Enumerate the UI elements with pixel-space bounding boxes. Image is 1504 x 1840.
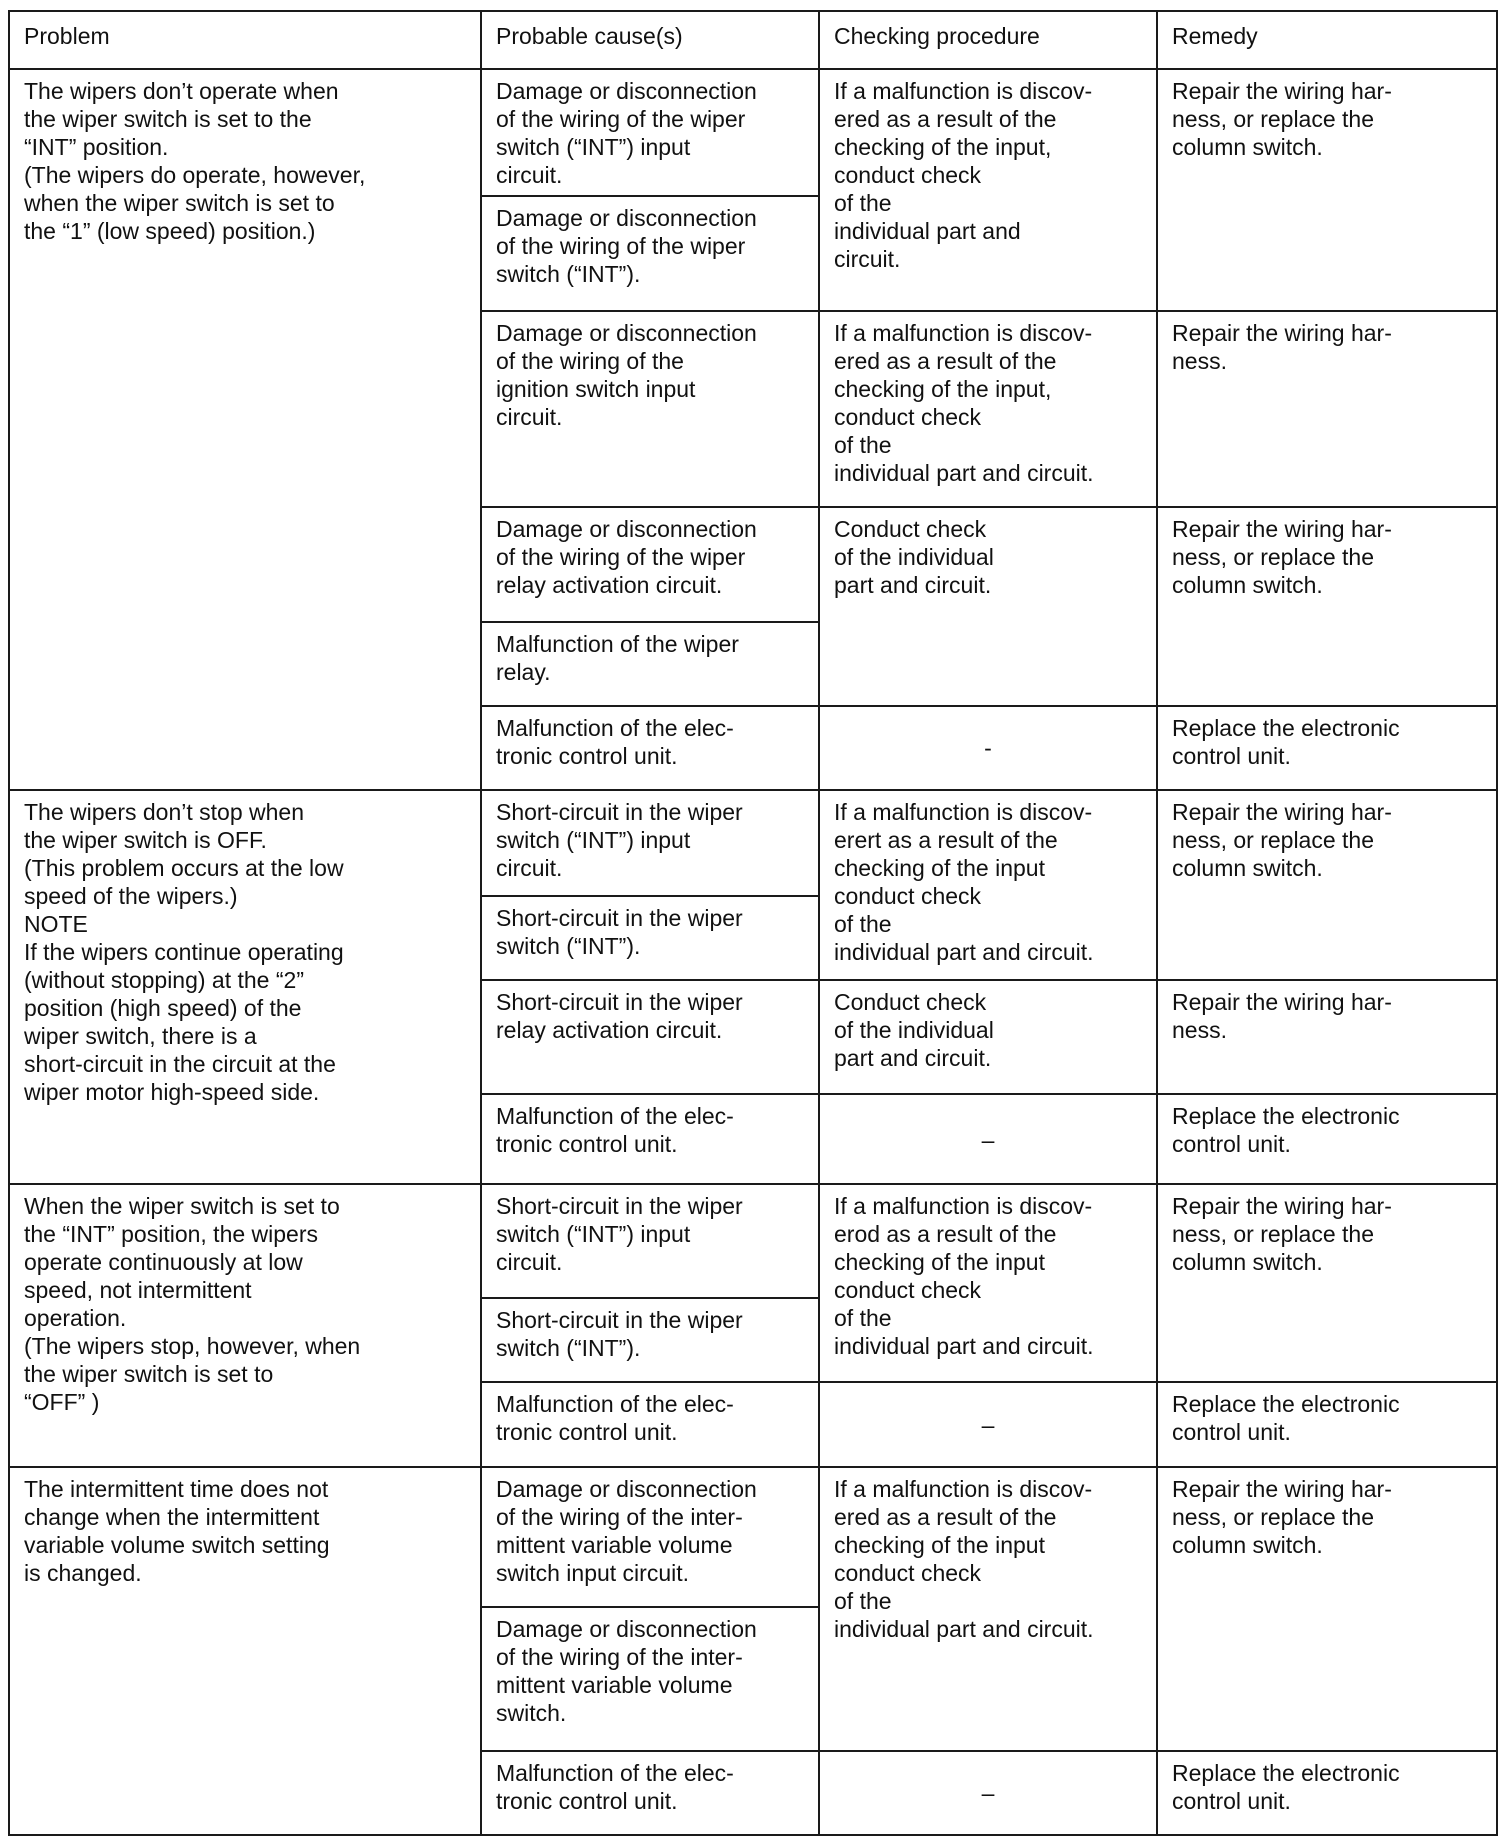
checking-cell: – xyxy=(819,1094,1157,1184)
checking-cell: Conduct check of the individual part and circuit. xyxy=(819,980,1157,1094)
cause-cell: Damage or disconnection of the wiring of the ignition switch input circuit. xyxy=(481,311,819,507)
table-row xyxy=(9,69,1497,196)
problem-cell: The wipers don’t operate when the wiper switch is set to the “INT” position. (The wipers do operate, however, when the wiper switch is set to the “1” (low speed) position.) xyxy=(9,69,481,790)
checking-cell: If a malfunction is discov- erert as a result of the checking of the input conduct check of the individual part and circuit. xyxy=(819,790,1157,980)
cause-cell: Short-circuit in the wiper switch (“INT”) input circuit. xyxy=(481,1184,819,1298)
cause-cell: Short-circuit in the wiper switch (“INT”). xyxy=(481,896,819,980)
remedy-cell: Repair the wiring har- ness, or replace the column switch. xyxy=(1157,1467,1497,1751)
checking-cell: If a malfunction is discov- erod as a result of the checking of the input conduct check of the individual part and circuit. xyxy=(819,1184,1157,1382)
cause-cell: Malfunction of the elec- tronic control unit. xyxy=(481,1094,819,1184)
cause-cell: Malfunction of the wiper relay. xyxy=(481,622,819,706)
checking-cell: If a malfunction is discov- ered as a result of the checking of the input conduct check of the individual part and circuit. xyxy=(819,1467,1157,1751)
cause-cell: Short-circuit in the wiper switch (“INT”) input circuit. xyxy=(481,790,819,896)
problem-cell: When the wiper switch is set to the “INT” position, the wipers operate continuously at low speed, not intermittent operation. (The wipers stop, however, when the wiper switch is set to “OFF” ) xyxy=(9,1184,481,1466)
remedy-cell: Repair the wiring har- ness, or replace the column switch. xyxy=(1157,507,1497,705)
remedy-cell: Repair the wiring har- ness, or replace the column switch. xyxy=(1157,1184,1497,1382)
checking-cell: – xyxy=(819,1751,1157,1835)
cause-cell: Short-circuit in the wiper switch (“INT”). xyxy=(481,1298,819,1382)
remedy-cell: Replace the electronic control unit. xyxy=(1157,1094,1497,1184)
checking-cell: If a malfunction is discov- ered as a result of the checking of the input, conduct check of the individual part and circuit. xyxy=(819,69,1157,311)
cause-cell: Damage or disconnection of the wiring of the wiper switch (“INT”). xyxy=(481,196,819,311)
remedy-cell: Repair the wiring har- ness, or replace the column switch. xyxy=(1157,790,1497,980)
cause-cell: Damage or disconnection of the wiring of the wiper relay activation circuit. xyxy=(481,507,819,621)
cause-cell: Malfunction of the elec- tronic control unit. xyxy=(481,1751,819,1835)
remedy-cell: Repair the wiring har- ness. xyxy=(1157,311,1497,507)
header-problem: Problem xyxy=(9,11,481,69)
table-row xyxy=(9,1467,1497,1607)
checking-cell: Conduct check of the individual part and circuit. xyxy=(819,507,1157,705)
problem-cell: The wipers don’t stop when the wiper switch is OFF. (This problem occurs at the low speed of the wipers.) NOTE If the wipers continue operating (without stopping) at the “2” position (high speed) of the wiper switch, there is a short-circuit in the circuit at the wiper motor high-speed side. xyxy=(9,790,481,1184)
header-probable-cause: Probable cause(s) xyxy=(481,11,819,69)
cause-cell: Damage or disconnection of the wiring of the inter- mittent variable volume switch. xyxy=(481,1607,819,1751)
table-row xyxy=(9,1184,1497,1298)
troubleshooting-table xyxy=(8,10,1498,1836)
checking-cell: - xyxy=(819,706,1157,790)
header-checking-procedure: Checking procedure xyxy=(819,11,1157,69)
header-row xyxy=(9,11,1497,69)
remedy-cell: Replace the electronic control unit. xyxy=(1157,1382,1497,1466)
cause-cell: Malfunction of the elec- tronic control unit. xyxy=(481,706,819,790)
cause-cell: Short-circuit in the wiper relay activation circuit. xyxy=(481,980,819,1094)
remedy-cell: Repair the wiring har- ness, or replace the column switch. xyxy=(1157,69,1497,311)
cause-cell: Damage or disconnection of the wiring of the wiper switch (“INT”) input circuit. xyxy=(481,69,819,196)
remedy-cell: Repair the wiring har- ness. xyxy=(1157,980,1497,1094)
cause-cell: Damage or disconnection of the wiring of the inter- mittent variable volume switch input circuit. xyxy=(481,1467,819,1607)
table-row xyxy=(9,790,1497,896)
problem-cell: The intermittent time does not change when the intermittent variable volume switch setting is changed. xyxy=(9,1467,481,1835)
cause-cell: Malfunction of the elec- tronic control unit. xyxy=(481,1382,819,1466)
checking-cell: If a malfunction is discov- ered as a result of the checking of the input, conduct check of the individual part and circuit. xyxy=(819,311,1157,507)
remedy-cell: Replace the electronic control unit. xyxy=(1157,706,1497,790)
checking-cell: – xyxy=(819,1382,1157,1466)
remedy-cell: Replace the electronic control unit. xyxy=(1157,1751,1497,1835)
header-remedy: Remedy xyxy=(1157,11,1497,69)
